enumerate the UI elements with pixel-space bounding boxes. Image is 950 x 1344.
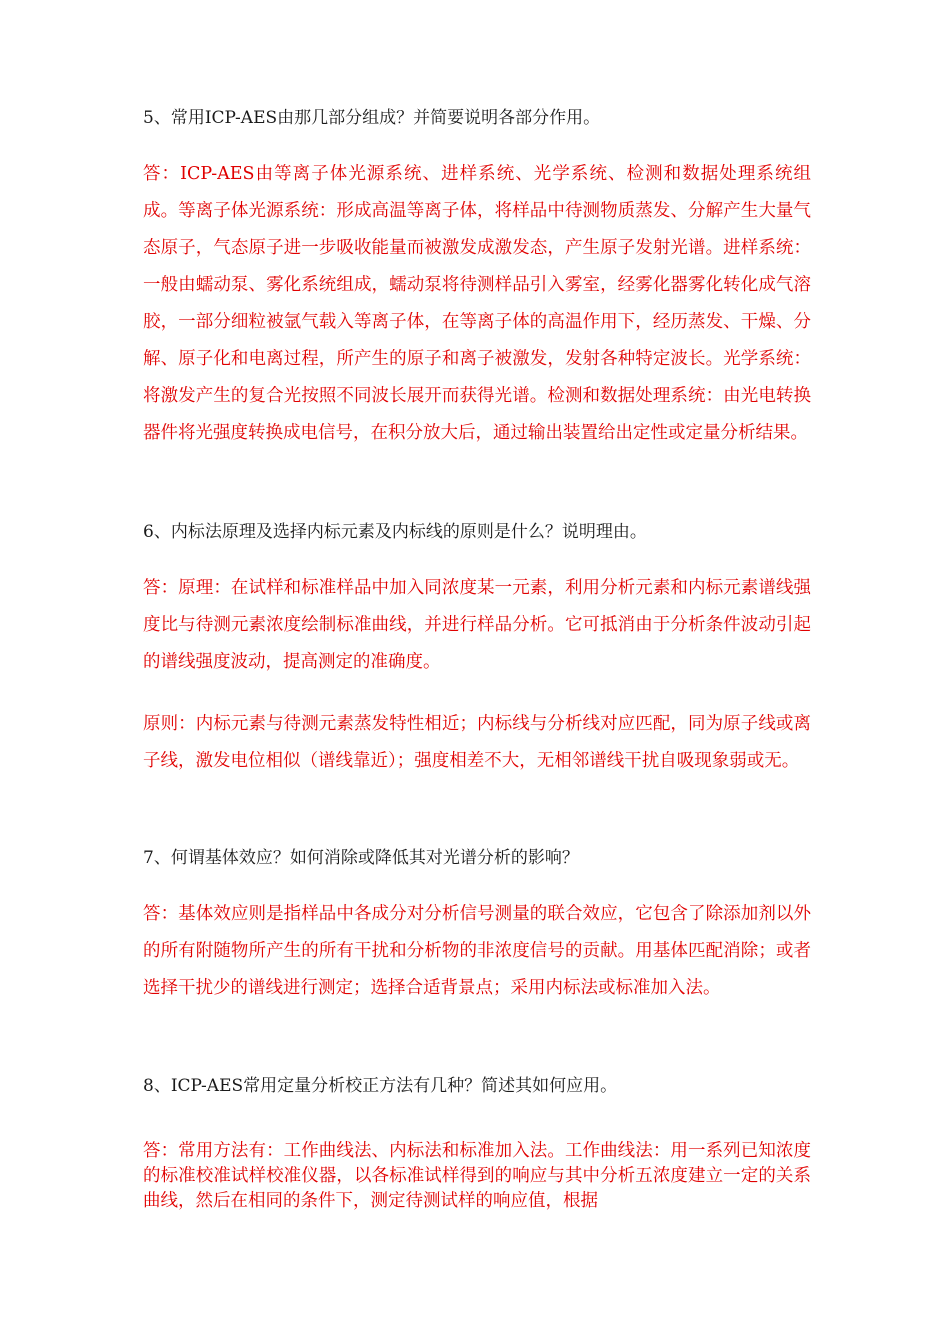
question-6: 6、内标法原理及选择内标元素及内标线的原则是什么？说明理由。 <box>143 522 647 542</box>
question-8: 8、ICP-AES常用定量分析校正方法有几种？简述其如何应用。 <box>143 1076 618 1096</box>
question-5: 5、常用ICP-AES由那几部分组成？并简要说明各部分作用。 <box>143 108 601 128</box>
question-7: 7、何谓基体效应？如何消除或降低其对光谱分析的影响？ <box>143 848 579 868</box>
answer-7: 答：基体效应则是指样品中各成分对分析信号测量的联合效应，它包含了除添加剂以外的所有附随物所产生的所有干扰和分析物的非浓度信号的贡献。用基体匹配消除；或者选择干扰少的谱线进行测定；选择合适背景点；采用内标法或标准加入法。 <box>143 904 811 998</box>
answer-5: 答：ICP-AES由等离子体光源系统、进样系统、光学系统、检测和数据处理系统组成。等离子体光源系统：形成高温等离子体，将样品中待测物质蒸发、分解产生大量气态原子，气态原子进一步吸收能量而被激发成激发态，产生原子发射光谱。进样系统：一般由蠕动泵、雾化系统组成，蠕动泵将待测样品引入雾室，经雾化器雾化转化成气溶胶，一部分细粒被氩气载入等离子体，在等离子体的高温作用下，经历蒸发、干燥、分解、原子化和电离过程，所产生的原子和离子被激发，发射各种特定波长。光学系统：将激发产生的复合光按照不同波长展开而获得光谱。检测和数据处理系统：由光电转换器件将光强度转换成电信号，在积分放大后，通过输出装置给出定性或定量分析结果。 <box>143 164 811 443</box>
answer-8: 答：常用方法有：工作曲线法、内标法和标准加入法。工作曲线法：用一系列已知浓度的标准校准试样校准仪器，以各标准试样得到的响应与其中分析五浓度建立一定的关系曲线，然后在相同的条件下，测定待测试样的响应值，根据 <box>143 1141 811 1211</box>
answer-6-rules: 原则：内标元素与待测元素蒸发特性相近；内标线与分析线对应匹配，同为原子线或离子线，激发电位相似（谱线靠近）；强度相差不大，无相邻谱线干扰自吸现象弱或无。 <box>143 714 811 771</box>
answer-6-principle: 答：原理：在试样和标准样品中加入同浓度某一元素，利用分析元素和内标元素谱线强度比与待测元素浓度绘制标准曲线，并进行样品分析。它可抵消由于分析条件波动引起的谱线强度波动，提高测定的准确度。 <box>143 578 811 672</box>
